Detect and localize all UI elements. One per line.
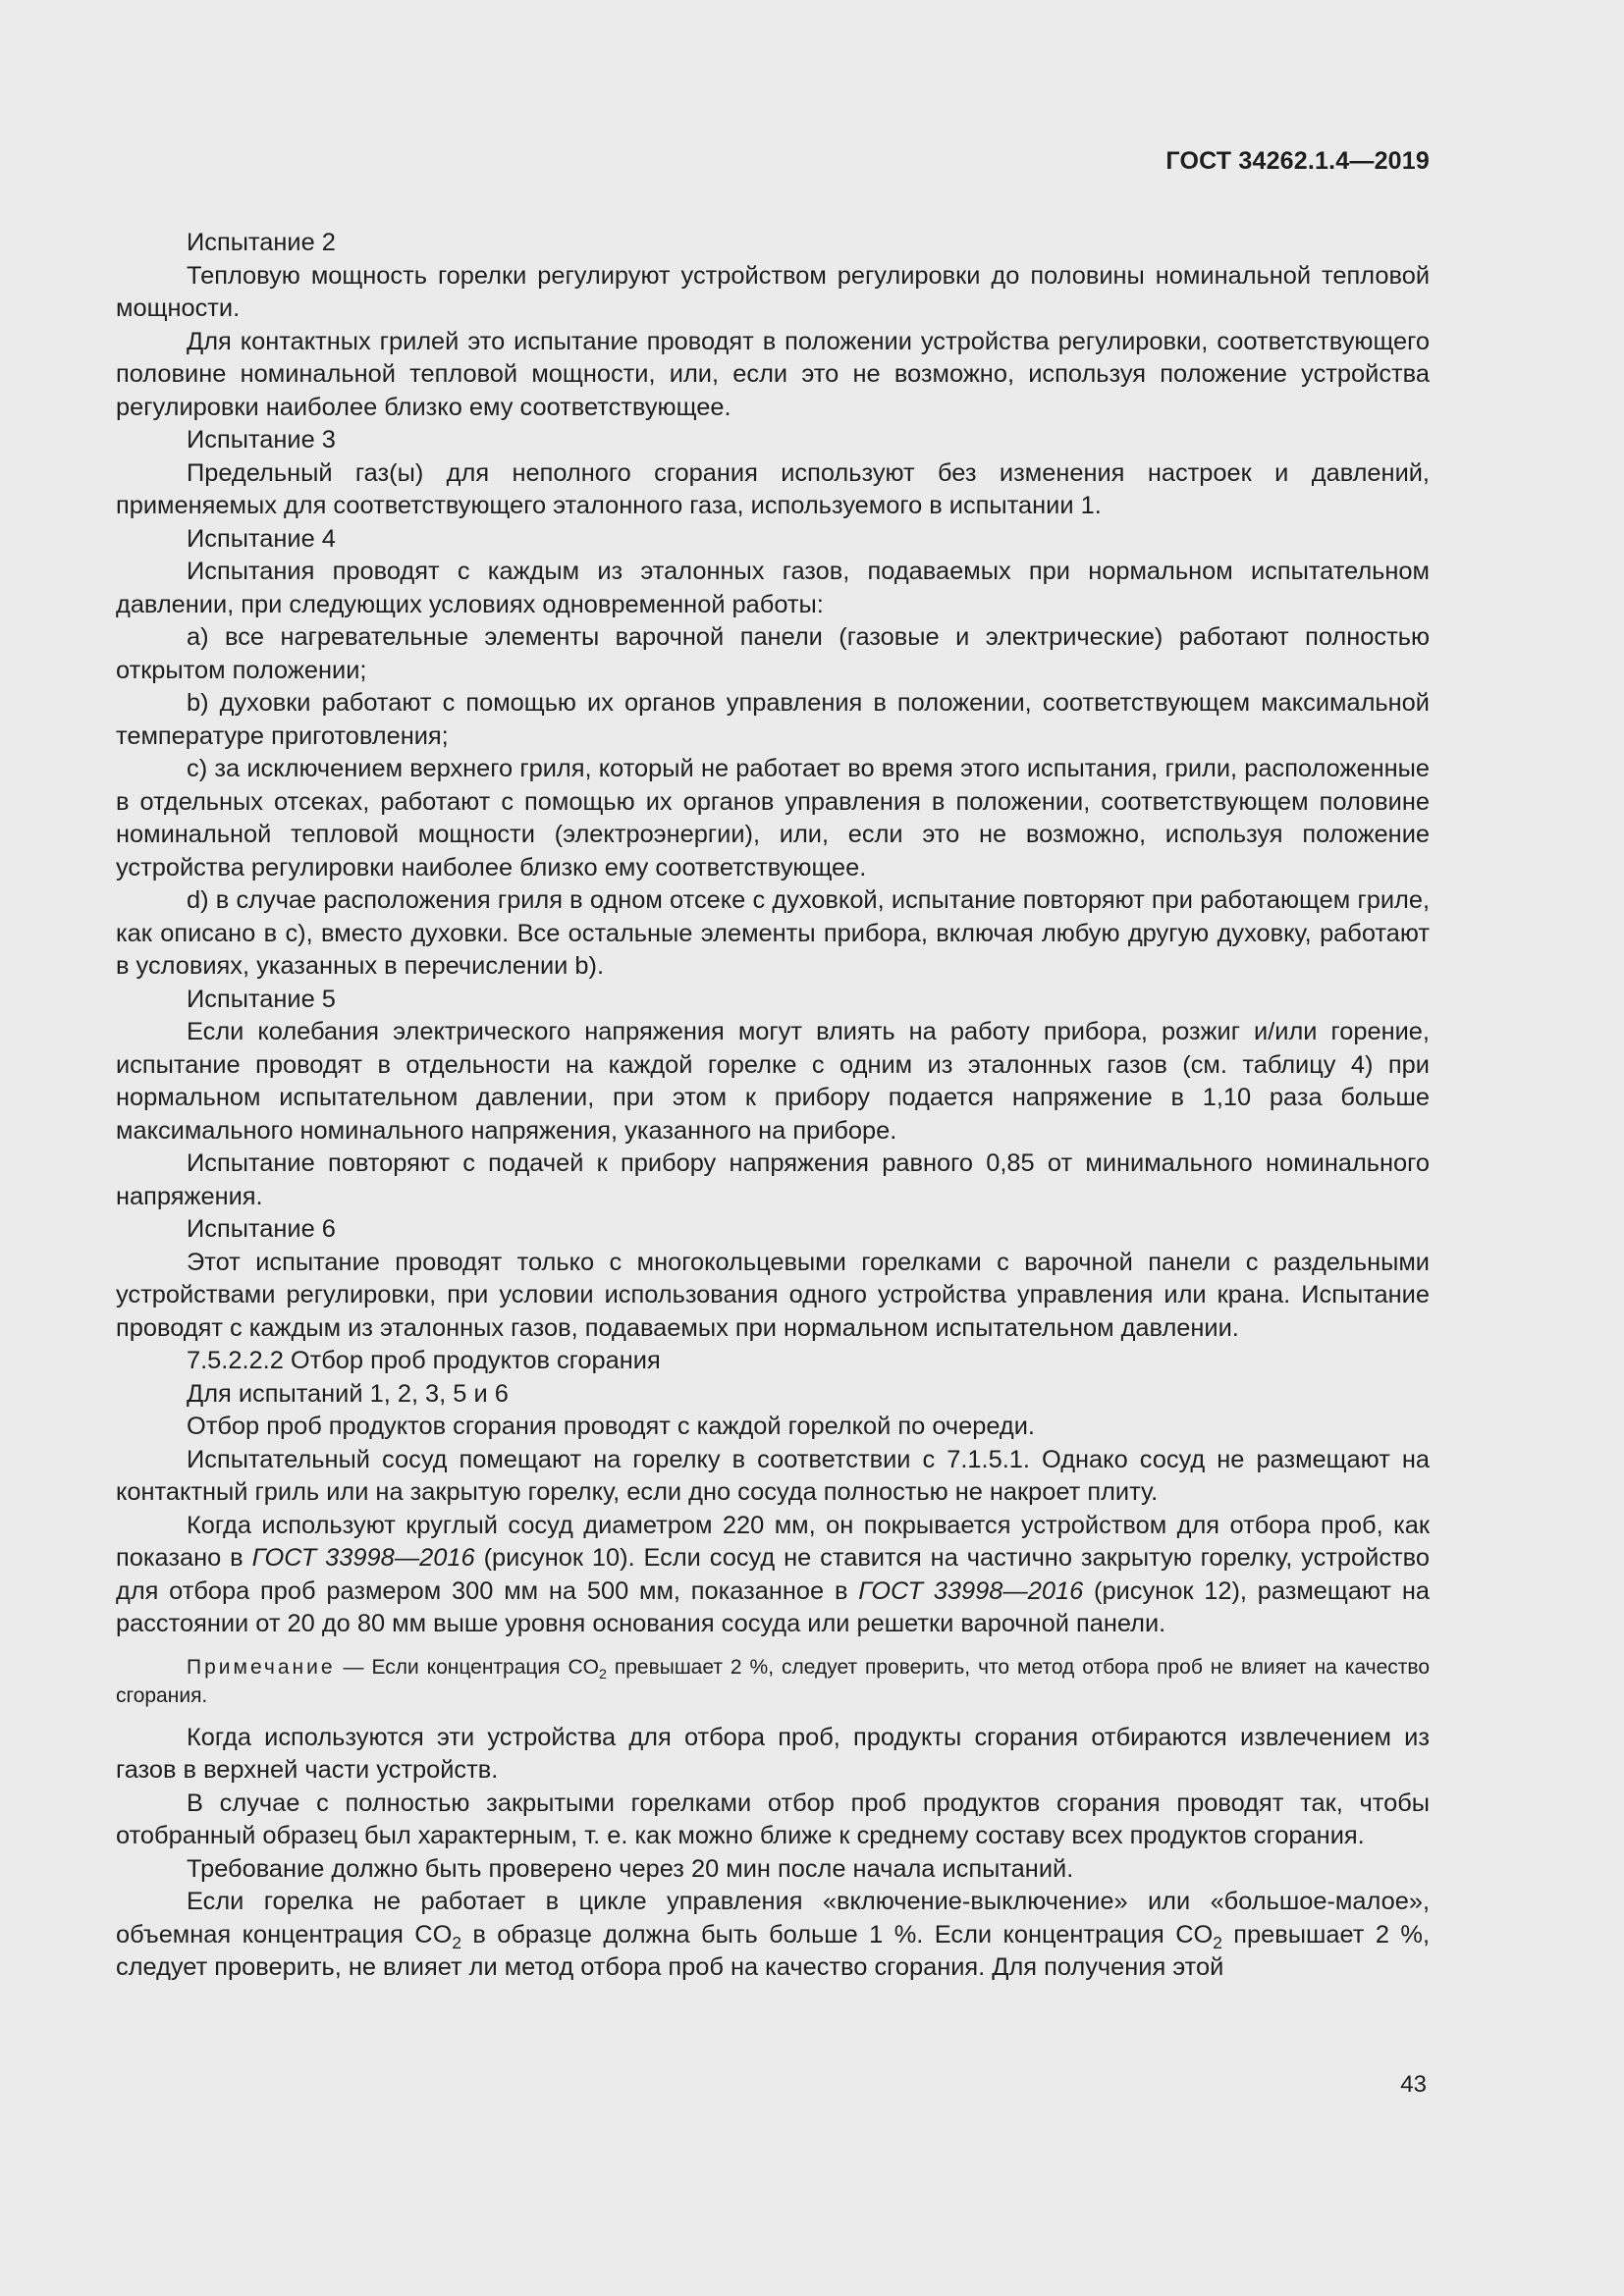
- paragraph: Испытание повторяют с подачей к прибору напряжения равного 0,85 от минимального номинального напряжения.: [116, 1149, 1430, 1210]
- list-item: b) духовки работают с помощью их органов управления в положении, соответствующем максимальной температуре приготовления;: [116, 689, 1430, 750]
- note-label: Примечание: [187, 1655, 336, 1679]
- paragraph: Отбор проб продуктов сгорания проводят с каждой горелкой по очереди.: [187, 1413, 1035, 1440]
- paragraph: Испытание 2: [187, 229, 336, 256]
- paragraph: Для испытаний 1, 2, 3, 5 и 6: [187, 1379, 509, 1408]
- paragraph: Если колебания электрического напряжения могут влиять на работу прибора, розжиг и/или горение, испытание проводят в отдельности на каждой горелке с одним из эталонных газов (см. таблицу 4) при нормальном испытательном давлении, при этом к прибору подается напряжение в 1,10 раза больше максимального номинального напряжения, указанного на приборе.: [116, 1018, 1430, 1145]
- section-heading: 7.5.2.2.2 Отбор проб продуктов сгорания: [187, 1347, 661, 1374]
- paragraph: Испытательный сосуд помещают на горелку в соответствии с 7.1.5.1. Однако сосуд не размещают на контактный гриль или на закрытую горелку, если дно сосуда полностью не накроет плиту.: [116, 1445, 1430, 1506]
- paragraph: Испытание 6: [187, 1215, 336, 1243]
- paragraph: Испытания проводят с каждым из эталонных газов, подаваемых при нормальном испытательном давлении, при следующих условиях одновременной работы:: [116, 558, 1430, 618]
- standard-reference: ГОСТ 33998—2016: [858, 1576, 1084, 1605]
- paragraph: Испытание 4: [187, 524, 336, 553]
- paragraph: Для контактных грилей это испытание проводят в положении устройства регулировки, соответствующего половине номинальной тепловой мощности, или, если это не возможно, используя положение устройства регулировки наиболее близко ему соответствующее.: [116, 327, 1430, 421]
- page-number: 43: [1400, 2071, 1427, 2098]
- paragraph: Когда используются эти устройства для отбора проб, продукты сгорания отбираются извлечением из газов в верхней части устройств.: [116, 1723, 1430, 1784]
- paragraph: Тепловую мощность горелки регулируют устройством регулировки до половины номинальной тепловой мощности.: [116, 261, 1430, 322]
- paragraph-vessel: Когда используют круглый сосуд диаметром 220 мм, он покрывается устройством для отбора проб, как показано в ГОСТ 33998—2016 (рисунок 10). Если сосуд не ставится на частично закрытую горелку, устройство для отбора проб размером 300 мм на 500 мм, показанное в ГОСТ 33998—2016 (рисунок 12), размещают на расстоянии от 20 до 80 мм выше уровня основания сосуда или решетки варочной панели.: [116, 1511, 1430, 1637]
- document-header: ГОСТ 34262.1.4—2019: [1165, 147, 1430, 175]
- list-item: d) в случае расположения гриля в одном отсеке с духовкой, испытание повторяют при работающем гриле, как описано в с), вместо духовки. Все остальные элементы прибора, включая любую другую духовку, работают в условиях, указанных в перечислении b).: [116, 886, 1430, 980]
- paragraph: Испытание 5: [187, 985, 336, 1013]
- paragraph: Предельный газ(ы) для неполного сгорания используют без изменения настроек и давлений, применяемых для соответствующего эталонного газа, используемого в испытании 1.: [116, 458, 1430, 519]
- list-item: c) за исключением верхнего гриля, который не работает во время этого испытания, грили, расположенные в отдельных отсеках, работают с помощью их органов управления в положении, соответствующем половине номинальной тепловой мощности (электроэнергии), или, если это не возможно, используя положение устройства регулировки наиболее близко ему соответствующее.: [116, 755, 1430, 881]
- paragraph: В случае с полностью закрытыми горелками отбор проб продуктов сгорания проводят так, чтобы отобранный образец был характерным, т. е. как можно ближе к среднему составу всех продуктов сгорания.: [116, 1789, 1430, 1849]
- note: Примечание — Если концентрация $CO_2$ превышает 2 %, следует проверить, что метод отбора проб не влияет на качество сгорания.: [116, 1655, 1431, 1707]
- paragraph-last: Если горелка не работает в цикле управления «включение-выключение» или «большое-малое», объемная концентрация $CO_2$ в образце должна быть больше 1 %. Если концентрация $CO_2$ превышает 2 %, следует проверить, не влияет ли метод отбора проб на качество сгорания. Для получения этой: [116, 1888, 1431, 1981]
- paragraph: Этот испытание проводят только с многокольцевыми горелками с варочной панели с раздельными устройствами регулировки, при условии использования одного устройства управления или крана. Испытание проводят с каждым из эталонных газов, подаваемых при нормальном испытательном давлении.: [116, 1248, 1430, 1342]
- paragraph: Испытание 3: [187, 426, 336, 454]
- standard-reference: ГОСТ 33998—2016: [251, 1544, 475, 1572]
- paragraph: Требование должно быть проверено через 20 мин после начала испытаний.: [187, 1854, 1074, 1883]
- list-item: а) все нагревательные элементы варочной панели (газовые и электрические) работают полностью открытом положении;: [116, 623, 1430, 684]
- document-body: [116, 227, 1430, 1985]
